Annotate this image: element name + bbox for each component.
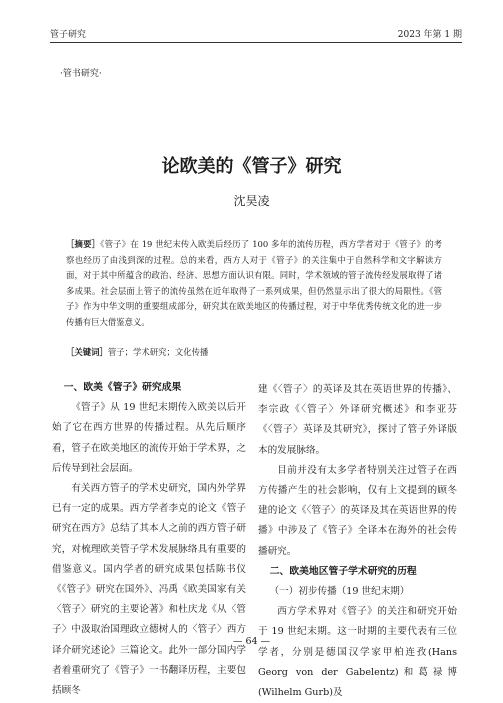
paragraph: 目前并没有太多学者特别关注过管子在西方传播产生的社会影响，仅有上文提到的顾冬建的论文《〈管子〉的英译及其在英语世界的传播》中涉及了《管子》全译本在海外的社会传播研究。 xyxy=(258,464,457,557)
keywords xyxy=(66,346,442,358)
section-tag: ·管书研究· xyxy=(60,69,102,79)
article-title: 论欧美的《管子》研究 xyxy=(161,156,342,177)
keywords-text: 管子；学术研究；文化传播 xyxy=(107,347,209,357)
paragraph: 建《〈管子〉的英译及其在英语世界的传播》、李宗政《〈管子〉外译研究概述》和李亚芬《〈管子〉英译及其研究》，探讨了管子外译版本的发展脉络。 xyxy=(258,384,457,456)
paragraph: 《管子》从 19 世纪末期传入欧美以后开始了它在西方世界的传播过程。从先后顺序看，管子在欧美地区的流传开始于学术界，之后传导到社会层面。 xyxy=(52,402,246,474)
abstract-label: ［摘要］ xyxy=(66,239,101,249)
section-heading-2: 二、欧美地区管子学术研究的历程 xyxy=(269,565,417,577)
left-column xyxy=(52,372,246,701)
abstract xyxy=(66,237,442,331)
issue-number: 2023 年第 1 期 xyxy=(397,30,462,40)
right-column xyxy=(258,380,457,703)
running-header xyxy=(50,28,462,43)
paragraph: 有关西方管子的学术史研究，国内外学界已有一定的成果。西方学者李克的论文《管子研究在西方》总结了其本人之前的西方管子研究，对梳理欧美管子学术发展脉络具有重要的借鉴意义。国内学者的研究成果包括陈书仪《《管子》研究在国外》、冯禹《欧美国家有关〈管子〉研究的主要论著》和杜庆龙《从〈管子〉中汲取治国理政立德树人的〈管子〉西方译介研究述论》三篇论文。此外一部分国内学者着重研究了《管子》一书翻译历程，主要包括顾冬 xyxy=(52,483,246,697)
subsection-heading: （一）初步传播（19 世纪末期） xyxy=(269,586,410,598)
page-number: — 64 — xyxy=(232,636,271,647)
keywords-label: ［关键词］ xyxy=(66,347,108,357)
abstract-text: 《管子》在 19 世纪末传入欧美后经历了 100 多年的流传历程，西方学者对于《管子》的考察也经历了由浅到深的过程。总的来看，西方人对于《管子》的关注集中于自然科学和文字解读方面，对于其中所蕴含的政治、经济、思想方面认识有限。同时，学术领域的管子流传经发展取得了诸多成果。社会层面上管子的流传虽然在近年取得了一系列成果，但仍然显示出了很大的局限性。《管子》作为中华文明的重要组成部分，研究其在欧美地区的传播过程，对于中华优秀传统文化的进一步传播有巨大借鉴意义。 xyxy=(66,239,443,327)
author-name: 沈昊凌 xyxy=(233,194,270,208)
journal-name: 管子研究 xyxy=(50,30,87,40)
paragraph: 西方学术界对《管子》的关注和研究开始于 19 世纪末期。这一时期的主要代表有三位学者，分别是德国汉学家甲柏连孜(Hans Georg von der Gabelentz)和葛禄博(Wilhelm Gurb)及 xyxy=(258,606,457,699)
section-heading-1: 一、欧美《管子》研究成果 xyxy=(63,382,182,393)
